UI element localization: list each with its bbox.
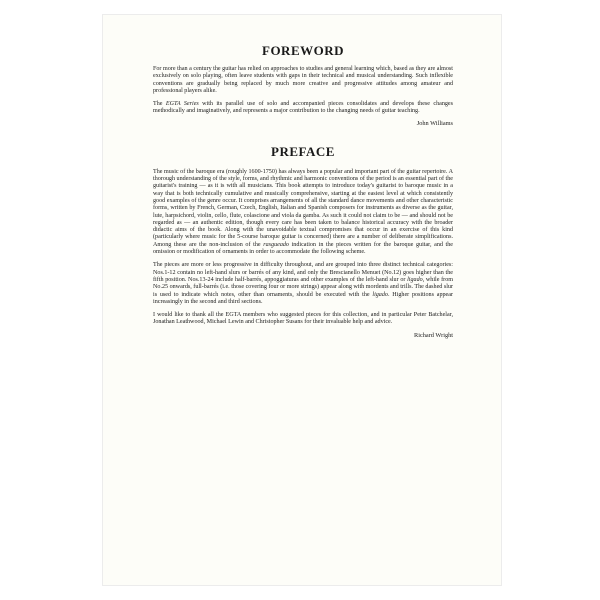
preface-paragraph-1-part-a: The music of the baroque era (roughly 1600-1750) has always been a popular and important part of the guitar repertoire. A thorough understanding of the style, forms, and rhythmic and harmonic conventions of the period is an essential part of the guitarist's training — as it is with all musicians. This book attempts to introduce today's guitarist to baroque music in a way that is both technically cumulative and musically comprehensive, starting at the easiest level at which consistently good examples of the genre occur. It comprises arrangements of all the standard dance movements and other characteristic forms, written by French, German, Czech, English, Italian and Spanish composers for instruments as diverse as the guitar, lute, harpsichord, violin, cello, flute, colascione and viola da gamba. As such it could not claim to be — and should not be regarded as — an authentic edition, though every care has been taken to balance historical accuracy with the broader didactic aims of the book. Along with the unavoidable textual compromises that occur in an exercise of this kind (particularly where music for the 5-course baroque guitar is concerned) there are a number of deliberate simplifications. Among these are the non-inclusion of the xyxy=(153,168,453,248)
preface-paragraph-2-part-a: The pieces are more or less progressive in difficulty throughout, and are grouped into three distinct technical categories: Nos.1-12 contain no left-hand slurs or barrés of any kind, and only the Brescianello Menuet (No.12) goes higher than the fifth position. Nos.13-24 include half-barrés, appoggiaturas and other examples of the left-hand slur or xyxy=(153,262,453,283)
preface-paragraph-3: I would like to thank all the EGTA members who suggested pieces for this collection, and in particular Peter Batchelar, Jonathan Leathwood, Michael Lewin and Christopher Susans for their invaluable help and advice. xyxy=(153,312,453,326)
preface-title: PREFACE xyxy=(271,143,335,159)
preface-paragraph-1 xyxy=(153,169,453,257)
preface-paragraph-2-italic-1: ligado xyxy=(407,276,423,283)
preface-paragraph-2-italic-2: ligado xyxy=(372,291,388,298)
series-name: EGTA Series xyxy=(165,101,199,108)
foreword-title: FOREWORD xyxy=(262,43,344,58)
preface-paragraph-2-part-b: , while from No.25 onwards, full-barrés (i.e. those covering four or more strings) appear along with mordents and trills. The dashed slur is used to indicate which notes, other than ornaments, should be executed with the xyxy=(153,276,453,298)
foreword-paragraph-1: For more than a century the guitar has relied on approaches to studies and general learning which, based as they are almost exclusively on solo playing, often leave students with gaps in their technical and musical understanding. Such inflexible conventions are gradually being replaced by much more creative and progressive attitudes among amateur and professional players alike. xyxy=(153,66,453,94)
preface-paragraph-2-part-c: . Higher positions appear increasingly in the second and third sections. xyxy=(153,291,453,305)
preface-paragraph-1-part-b: indication in the pieces written for the baroque guitar, and the omission or modification of ornaments in order to accommodate the following scheme. xyxy=(153,241,453,256)
preface-paragraph-2 xyxy=(153,262,453,306)
foreword-paragraph-2 xyxy=(153,101,453,116)
preface-paragraph-1-italic: rasgueado xyxy=(263,241,289,248)
page-content xyxy=(153,43,453,340)
foreword-signature: John Williams xyxy=(416,119,453,127)
document-page xyxy=(103,15,501,585)
foreword-paragraph-2-pre: The xyxy=(153,101,166,108)
foreword-paragraph-2-post: with its parallel use of solo and accompanied pieces consolidates and develops these changes methodically and imaginatively, and represents a major contribution to the changing needs of guitar teaching. xyxy=(153,101,453,115)
preface-signature: Richard Wright xyxy=(414,331,453,339)
